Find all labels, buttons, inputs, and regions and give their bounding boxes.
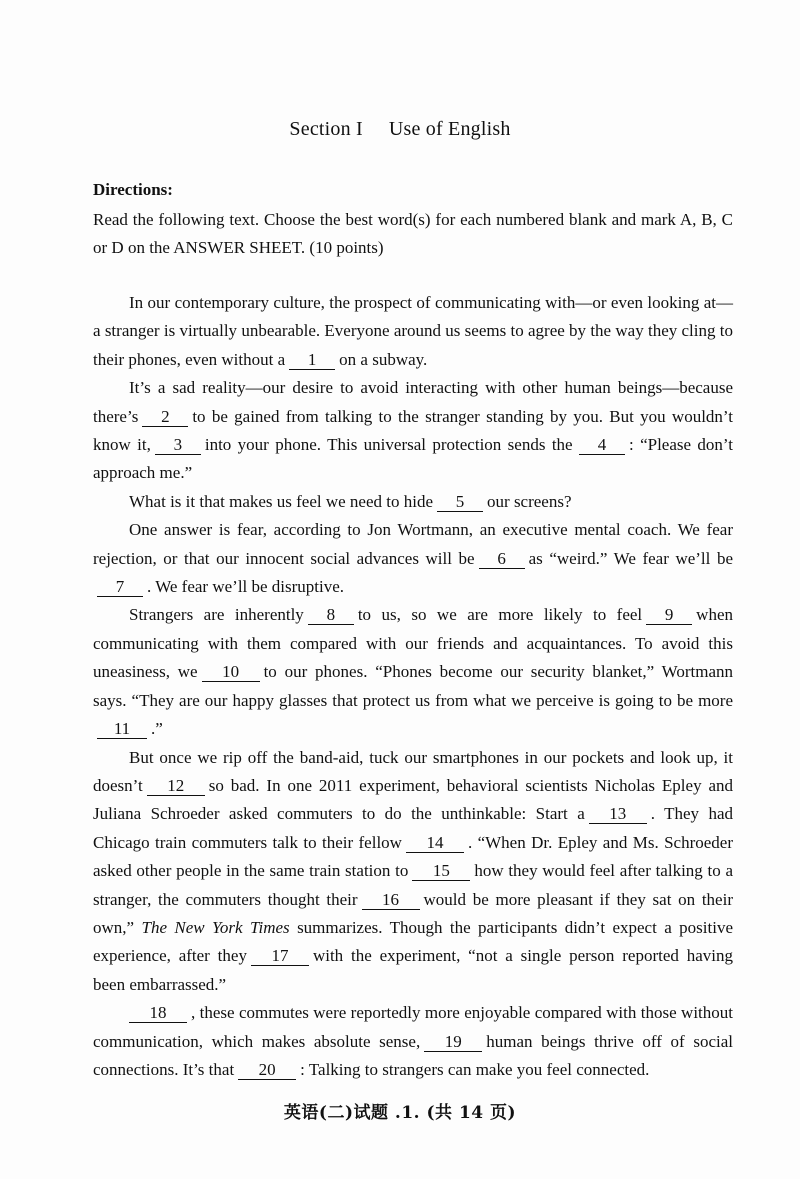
- passage-text: to be gained from talking to the stranger standing by you. But you wouldn’t know it,: [93, 406, 733, 455]
- passage-text: . “When Dr. Epley and Ms. Schroeder asked other people in the same train station to: [93, 832, 733, 881]
- blank-4: 4: [579, 435, 625, 455]
- passage-text: . They had Chicago train commuters talk to their fellow: [93, 804, 733, 852]
- passage-text: Strangers are inherently: [129, 605, 304, 625]
- page-footer: 英语(二)试题 .1. (共 14 页): [283, 1103, 517, 1123]
- passage-text: : Talking to strangers can make you feel connected.: [300, 1059, 650, 1079]
- passage-text: : “Please don’t approach me.”: [93, 435, 733, 483]
- blank-19: 19: [424, 1032, 482, 1052]
- blank-8: 8: [308, 605, 354, 625]
- passage-text: summarizes. Though the participants didn’t expect a positive experience, after they: [93, 917, 734, 966]
- passage-text: when communicating with them compared with our friends and acquaintances. To avoid this uneasiness, we: [93, 605, 733, 682]
- blank-16: 16: [362, 890, 420, 910]
- blank-3: 3: [155, 435, 201, 455]
- passage-text: would be more pleasant if they sat on their own,”: [93, 889, 733, 937]
- blank-10: 10: [202, 662, 260, 682]
- passage-text: human beings thrive off of social connections. It’s that: [93, 1031, 733, 1079]
- section-name: Use of English: [388, 118, 511, 140]
- passage-text: to our phones. “Phones become our security blanket,” Wortmann says. “They are our happy glasses that protect us from what we perceive is going to be more: [93, 662, 734, 710]
- paragraph-6: [93, 744, 733, 1000]
- passage-text: with the experiment, “not a single person reported having been embarrassed.”: [93, 946, 733, 994]
- blank-18: 18: [129, 1003, 187, 1023]
- passage-text: What is it that makes us feel we need to hide: [129, 491, 434, 511]
- passage-text: In our contemporary culture, the prospect of communicating with—or even looking at—a stranger is virtually unbearable. Everyone around us seems to agree by the way they cling to their phones, even without a: [93, 293, 733, 369]
- blank-14: 14: [406, 833, 464, 853]
- passage-text: to us, so we are more likely to feel: [357, 605, 643, 625]
- paragraph-3: [93, 488, 733, 516]
- blank-7: 7: [97, 577, 143, 597]
- blank-1: 1: [289, 350, 335, 370]
- source-title: The New York Times: [141, 917, 290, 937]
- section-title: [0, 118, 800, 141]
- blank-15: 15: [412, 861, 470, 881]
- passage-text: But once we rip off the band-aid, tuck our smartphones in our pockets and look up, it doesn’t: [93, 747, 733, 795]
- passage: [93, 289, 733, 1084]
- passage-text: It’s a sad reality—our desire to avoid interacting with other human beings—because there’s: [93, 378, 733, 426]
- blank-12: 12: [147, 776, 205, 796]
- blank-17: 17: [251, 946, 309, 966]
- passage-text: One answer is fear, according to Jon Wortmann, an executive mental coach. We fear rejection, or that our innocent social advances will be: [93, 520, 733, 568]
- paragraph-2: [93, 374, 733, 488]
- passage-text: so bad. In one 2011 experiment, behavioral scientists Nicholas Epley and Juliana Schroeder asked commuters to do the unthinkable: Start a: [93, 775, 733, 824]
- blank-20: 20: [238, 1060, 296, 1080]
- passage-text: how they would feel after talking to a stranger, the commuters thought their: [93, 861, 733, 909]
- blank-2: 2: [142, 407, 188, 427]
- passage-text: into your phone. This universal protection sends the: [204, 435, 573, 455]
- passage-text: . We fear we’ll be disruptive.: [147, 577, 345, 597]
- blank-13: 13: [589, 804, 647, 824]
- paragraph-1: [93, 289, 733, 374]
- passage-text: .”: [151, 719, 163, 739]
- section-label: Section I: [289, 118, 363, 140]
- blank-9: 9: [646, 605, 692, 625]
- passage-text: as “weird.” We fear we’ll be: [528, 548, 733, 568]
- blank-6: 6: [479, 549, 525, 569]
- paragraph-4: [93, 516, 733, 601]
- blank-11: 11: [97, 719, 147, 739]
- directions-heading: Directions:: [93, 180, 173, 199]
- paragraph-7: [93, 999, 733, 1084]
- directions-text: Read the following text. Choose the best word(s) for each numbered blank and mark A, B, C or D on the ANSWER SHEET. (10 points): [93, 210, 733, 258]
- paragraph-5: [93, 601, 733, 743]
- blank-5: 5: [437, 492, 483, 512]
- passage-text: our screens?: [487, 491, 572, 511]
- passage-text: , these commutes were reportedly more enjoyable compared with those without communication, which makes absolute sense,: [93, 1003, 733, 1051]
- passage-text: on a subway.: [339, 349, 428, 369]
